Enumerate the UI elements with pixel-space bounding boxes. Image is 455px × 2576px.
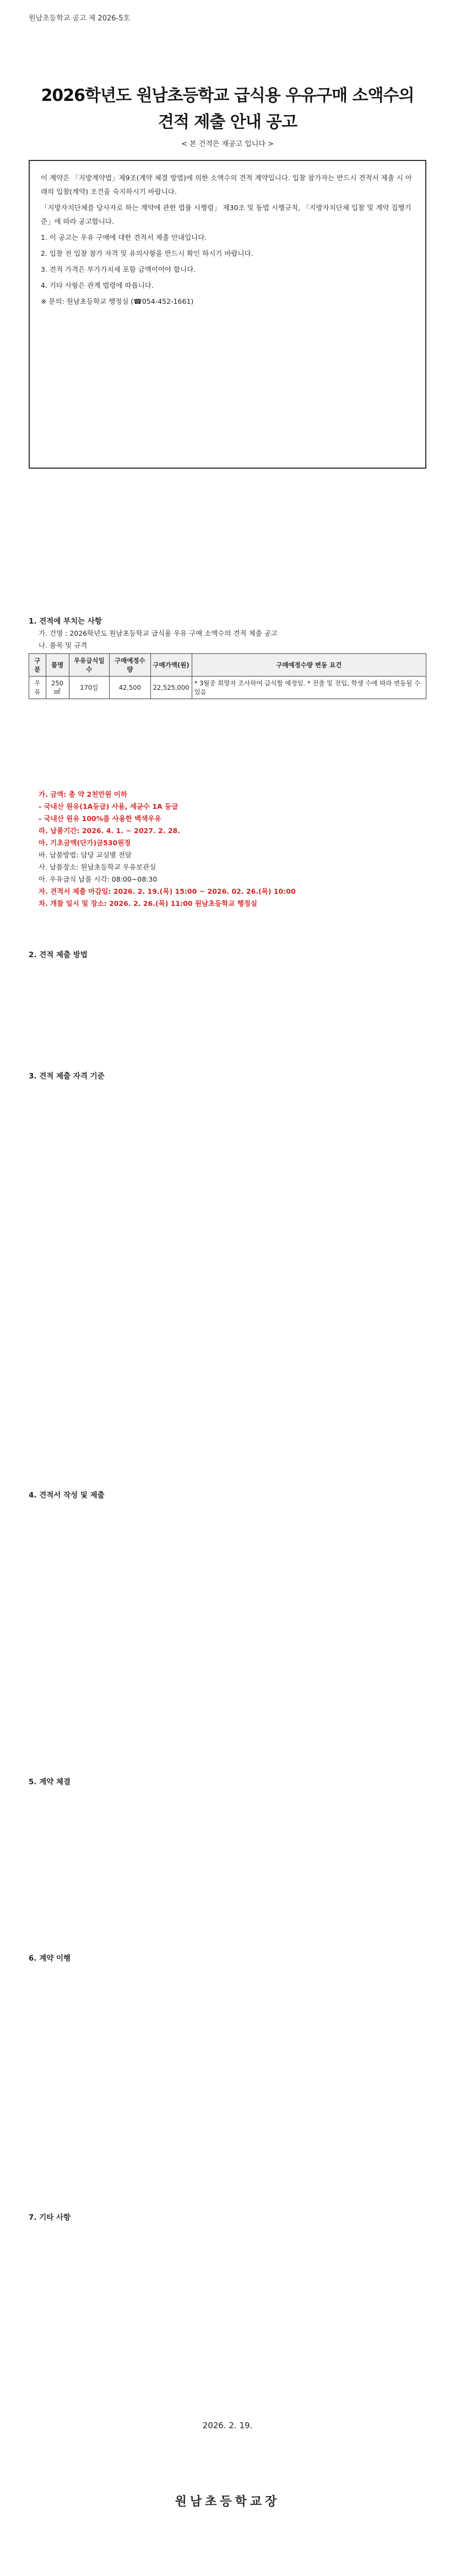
table-header: 구매예정수량 변동 요건 (192, 654, 426, 677)
section-3-heading: 3. 견적 제출 자격 기준 (29, 1072, 105, 1081)
section-5-heading: 5. 계약 체결 (29, 1778, 71, 1786)
table-cell: * 3월중 희망자 조사하여 급식할 예정임. * 전출 및 전입, 학생 수에 따라 변동될 수 있음 (192, 677, 426, 699)
section-1-heading: 1. 견적에 부치는 사항 (29, 617, 102, 626)
notice-box (29, 160, 426, 469)
section-2-heading: 2. 견적 제출 방법 (29, 951, 88, 959)
notice-line: 「지방자치단체를 당사자로 하는 계약에 관한 법률 시행령」 제30조 및 동법 시행규칙, 「지방자치단체 입찰 및 계약 집행기준」에 따라 공고합니다. (41, 203, 411, 226)
base-price: 마. 기초금액(단가)금530원정 (39, 839, 131, 847)
item-name: 가. 건명 : 2026학년도 원남초등학교 급식용 우유 구매 소액수의 견적 제출 공고 (39, 629, 278, 637)
process-item: 사. 납품장소: 원남초등학교 우유보관실 (39, 863, 156, 871)
subtitle: < 본 건적은 재공고 입니다 > (181, 140, 274, 148)
table-row (29, 677, 426, 699)
table-header: 품명 (46, 654, 69, 677)
table-cell: 170일 (69, 677, 110, 699)
section-6-heading: 6. 계약 이행 (29, 1954, 71, 1963)
submission-deadline: 자. 견적서 제출 마감일: 2026. 2. 19.(목) 15:00 ~ 2026. 02. 26.(목) 10:00 (39, 887, 296, 895)
notice-contact: ※ 문의: 원남초등학교 행정실 (☎054-452-1661) (41, 297, 194, 305)
section-7-heading: 7. 기타 사항 (29, 2213, 71, 2222)
bullet-red: 가. 금액: 총 약 2천만원 이하 (39, 790, 127, 798)
opening-time: 차. 개찰 일시 및 장소: 2026. 2. 26.(목) 11:00 원남초등학교 행정실 (39, 899, 257, 908)
footer-date: 2026. 2. 19. (202, 2421, 253, 2430)
table-cell: 우유 (29, 677, 46, 699)
table-cell: 42,500 (110, 677, 150, 699)
notice-line: 1. 이 공고는 우유 구매에 대한 견적서 제출 안내입니다. (41, 233, 207, 242)
section-4-heading: 4. 견적서 작성 및 제출 (29, 1491, 105, 1500)
notice-line: 4. 기타 사항은 관계 법령에 따릅니다. (41, 281, 154, 289)
footer-school-name: 원남초등학교장 (175, 2495, 280, 2509)
table-header: 구분 (29, 654, 46, 677)
delivery-period: 라. 납품기간: 2026. 4. 1. ~ 2027. 2. 28. (39, 827, 180, 835)
notice-line: 3. 견적 가격은 부가가치세 포함 금액이어야 합니다. (41, 265, 196, 273)
notice-line: 2. 입찰 전 입찰 참가 자격 및 유의사항을 반드시 확인 하시기 바랍니다. (41, 249, 253, 257)
title-line-1: 2026학년도 원남초등학교 급식용 우유구매 소액수의 (41, 86, 414, 105)
notice-line: 이 계약은 「지방계약법」제9조(계약 체결 방법)에 의한 소액수의 견적 계약입니다. 입찰 참가자는 반드시 견적서 제출 시 아래의 입찰(계약) 조건을 숙지하시기 바랍니다. (41, 174, 412, 196)
item-spec: 나. 품목 및 규격 (39, 641, 88, 650)
bullet-red: - 국내산 원유 100%를 사용한 백색우유 (39, 814, 161, 823)
table-cell: 250㎖ (46, 677, 69, 699)
title-line-2: 견적 제출 안내 공고 (158, 112, 297, 132)
table-header: 구매가액(원) (150, 654, 192, 677)
bullet-red: - 국내산 원유(1A등급) 사용, 세균수 1A 등급 (39, 802, 178, 811)
table-header: 구매예정수량 (110, 654, 150, 677)
process-item: 아. 우유급식 납품 시각: 08:00~08:30 (39, 875, 158, 883)
notice-number: 원남초등학교 공고 제 2026-5호 (29, 14, 131, 23)
items-table (29, 653, 426, 699)
process-item: 바. 납품방법: 담당 교실별 전달 (39, 851, 132, 859)
table-header: 우유급식일수 (69, 654, 110, 677)
table-cell: 22,525,000 (150, 677, 192, 699)
